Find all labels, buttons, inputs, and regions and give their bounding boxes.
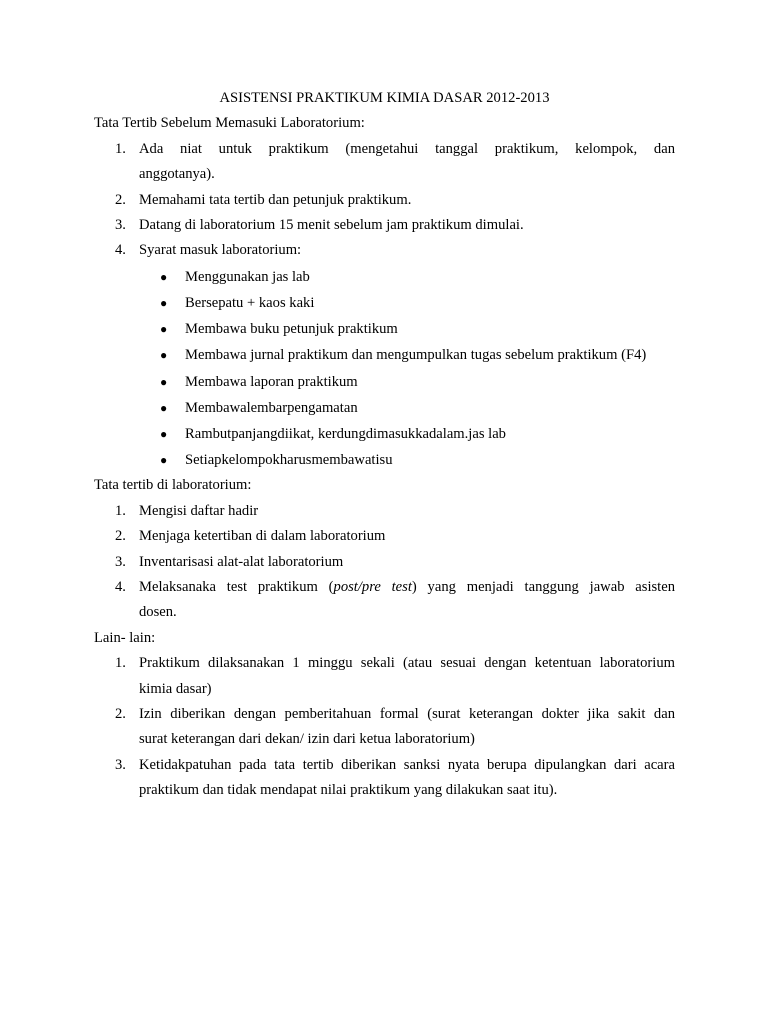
bullet-icon: ● — [160, 322, 168, 337]
list-item-text: Mengisi daftar hadir — [139, 502, 259, 519]
list-item — [94, 651, 675, 702]
bullet-item — [94, 264, 675, 290]
document-title: ASISTENSI PRAKTIKUM KIMIA DASAR 2012-2013 — [219, 90, 550, 106]
document-content — [94, 86, 675, 804]
bullet-text: Membawa buku petunjuk praktikum — [185, 321, 398, 338]
list-item-text: Syarat masuk laboratorium: — [139, 242, 302, 259]
list-number: 4. — [115, 578, 126, 595]
bullet-item — [94, 447, 675, 473]
bullet-text: Setiapkelompokharusmembawatisu — [185, 452, 393, 469]
list-item-text-post: ) yang menjadi tanggung jawab asisten — [411, 578, 676, 595]
bullet-icon: ● — [160, 296, 168, 311]
list-item-line: Praktikum dilaksanakan 1 minggu sekali (atau sesuai dengan ketentuan laboratorium — [139, 655, 675, 672]
list-item — [94, 499, 675, 524]
list-item — [94, 188, 675, 213]
list-number: 1. — [115, 502, 126, 519]
bullet-item — [94, 395, 675, 421]
list-number: 3. — [115, 756, 126, 773]
list-item — [94, 575, 675, 626]
list-number: 3. — [115, 553, 126, 570]
bullet-text: Membawalembarpengamatan — [185, 399, 358, 416]
list-item-text: Memahami tata tertib dan petunjuk praktikum. — [139, 191, 412, 208]
list-item — [94, 702, 675, 753]
list-item-emphasis: post/pre test — [333, 578, 412, 595]
list-item-line: anggotanya). — [139, 166, 215, 183]
bullet-icon: ● — [160, 374, 168, 389]
bullet-text: Menggunakan jas lab — [185, 268, 310, 285]
list-item-text-pre: Melaksanaka test praktikum ( — [139, 578, 334, 595]
list-item — [94, 550, 675, 575]
bullet-icon: ● — [160, 269, 168, 284]
bullet-text: Bersepatu + kaos kaki — [185, 295, 315, 312]
lab-entry-requirements — [94, 264, 675, 474]
list-item — [94, 238, 675, 263]
list-item-line: Ketidakpatuhan pada tata tertib diberikan sanksi nyata berupa dipulangkan dari acara — [139, 756, 675, 773]
list-item-text: Datang di laboratorium 15 menit sebelum jam praktikum dimulai. — [139, 217, 524, 234]
list-number: 4. — [115, 242, 126, 259]
list-before-lab — [94, 137, 675, 264]
list-item-line: surat keterangan dari dekan/ izin dari ketua laboratorium) — [139, 731, 475, 748]
bullet-item — [94, 316, 675, 342]
bullet-icon: ● — [160, 453, 168, 468]
bullet-text: Membawa laporan praktikum — [185, 373, 358, 390]
bullet-item — [94, 290, 675, 316]
bullet-icon: ● — [160, 400, 168, 415]
list-number: 1. — [115, 140, 126, 157]
bullet-item — [94, 342, 675, 368]
bullet-icon: ● — [160, 348, 168, 363]
list-item-text: Menjaga ketertiban di dalam laboratorium — [139, 528, 386, 545]
section-heading-before-lab: Tata Tertib Sebelum Memasuki Laboratorium: — [94, 115, 365, 132]
section-heading-in-lab: Tata tertib di laboratorium: — [94, 477, 252, 494]
list-number: 2. — [115, 191, 126, 208]
bullet-text: Membawa jurnal praktikum dan mengumpulkan tugas sebelum praktikum (F4) — [185, 347, 647, 364]
list-item-text: Inventarisasi alat-alat laboratorium — [139, 553, 344, 570]
bullet-item — [94, 421, 675, 447]
list-item — [94, 137, 675, 188]
list-number: 2. — [115, 528, 126, 545]
section-heading-others: Lain- lain: — [94, 629, 156, 646]
list-number: 2. — [115, 706, 126, 722]
list-item-line — [139, 575, 675, 600]
bullet-icon: ● — [160, 426, 168, 441]
bullet-text: Rambutpanjangdiikat, kerdungdimasukkadalam.jas lab — [185, 425, 506, 442]
list-number: 1. — [115, 655, 126, 672]
list-item-line: kimia dasar) — [139, 680, 212, 697]
list-item — [94, 524, 675, 549]
list-item — [94, 213, 675, 238]
bullet-item — [94, 369, 675, 395]
list-item-line: Ada niat untuk praktikum (mengetahui tanggal praktikum, kelompok, dan — [139, 140, 675, 157]
list-item — [94, 753, 675, 804]
list-number: 3. — [115, 217, 126, 234]
list-others — [94, 651, 675, 803]
list-item-line: praktikum dan tidak mendapat nilai praktikum yang dilakukan saat itu). — [139, 782, 558, 799]
list-item-line: Izin diberikan dengan pemberitahuan formal (surat keterangan dokter jika sakit dan — [139, 706, 675, 722]
list-item-line: dosen. — [139, 604, 177, 621]
list-in-lab — [94, 499, 675, 626]
